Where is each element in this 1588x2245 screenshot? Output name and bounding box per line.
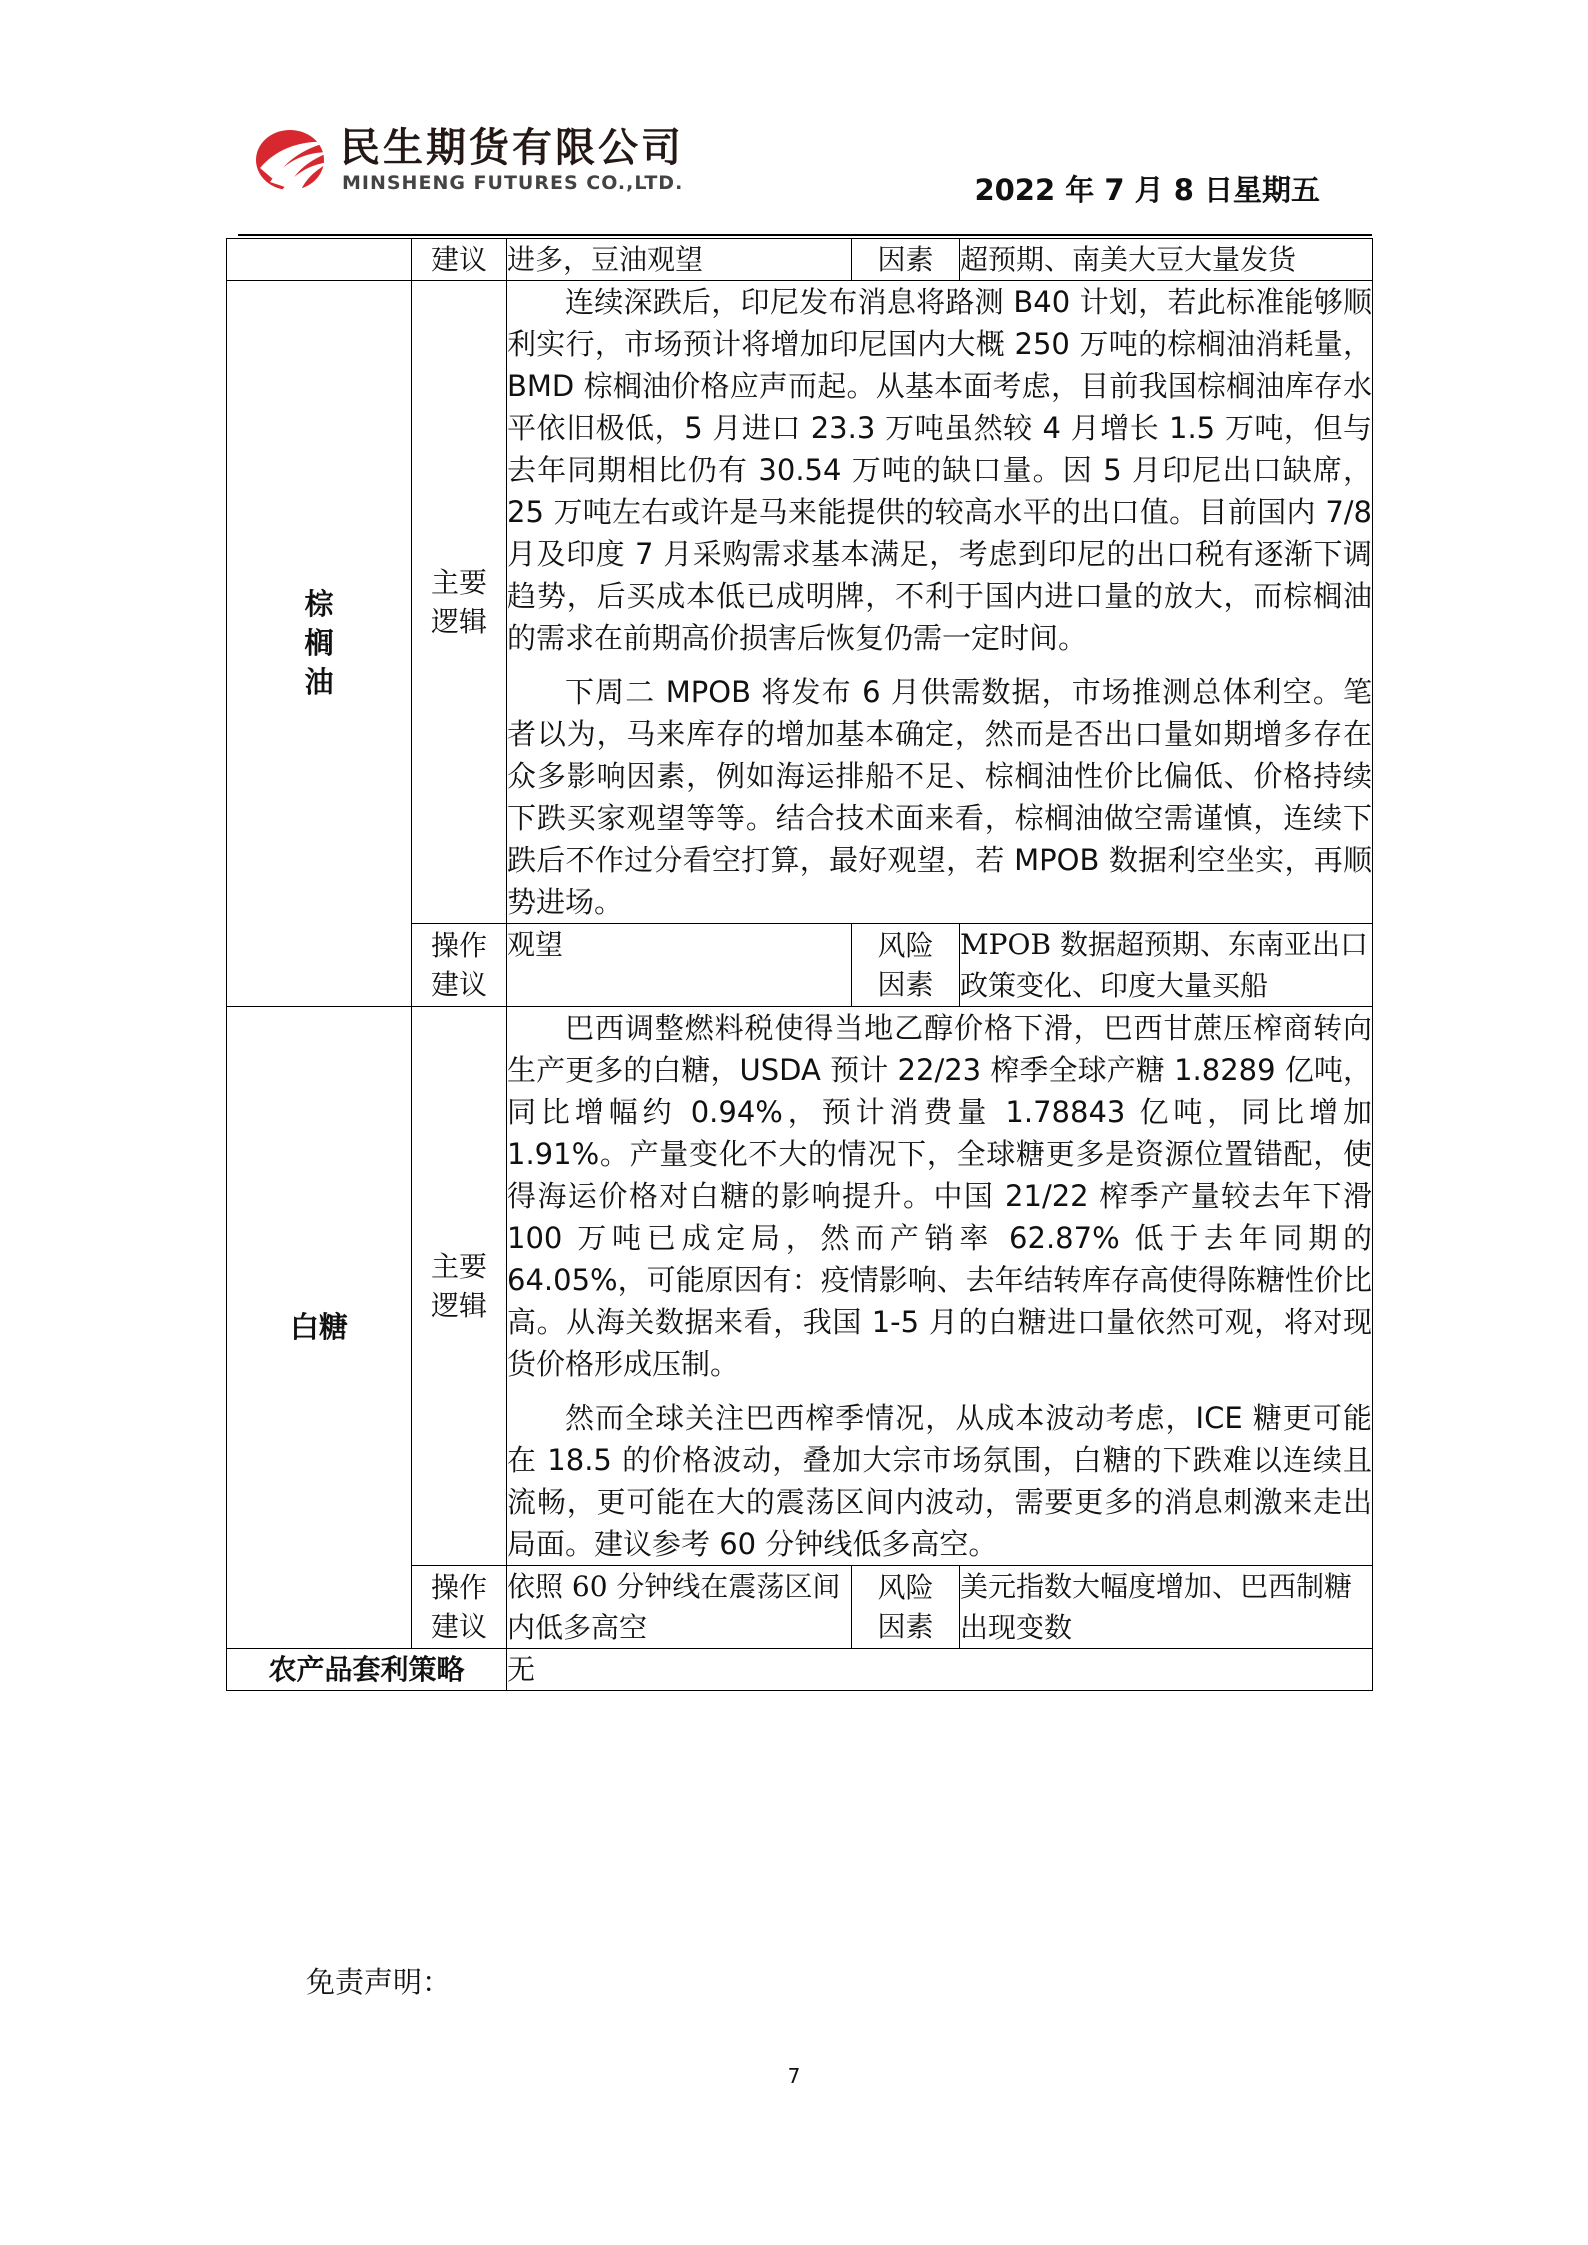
palm-risk-label: 风险因素	[877, 928, 934, 1001]
minsheng-logo-icon	[252, 118, 332, 198]
sugar-name: 白糖	[289, 1310, 348, 1344]
palm-logic-label-cell	[412, 281, 507, 924]
palm-risk-value: MPOB 数据超预期、东南亚出口政策变化、印度大量买船	[960, 924, 1373, 1007]
arbitrage-label: 农产品套利策略	[227, 1649, 507, 1691]
report-date: 2022 年 7 月 8 日星期五	[974, 173, 1320, 207]
sugar-op-value: 依照 60 分钟线在震荡区间内低多高空	[507, 1566, 852, 1649]
palm-oil-name-cell	[227, 281, 412, 1007]
palm-oil-name: 棕榈油	[304, 586, 334, 699]
table-row	[227, 1649, 1373, 1691]
sugar-op-label-cell	[412, 1566, 507, 1649]
sugar-name-cell	[227, 1007, 412, 1649]
sugar-risk-value: 美元指数大幅度增加、巴西制糖出现变数	[960, 1566, 1373, 1649]
palm-logic-paragraph-1: 连续深跌后，印尼发布消息将路测 B40 计划，若此标准能够顺利实行，市场预计将增加印尼国内大概 250 万吨的棕榈油消耗量，BMD 棕榈油价格应声而起。从基本面考虑，目前我国棕榈油库存水平依旧极低，5 月进口 23.3 万吨虽然较 4 月增长 1.5 万吨，但与去年同期相比仍有 30.54 万吨的缺口量。因 5 月印尼出口缺席，25 万吨左右或许是马来能提供的较高水平的出口值。目前国内 7/8 月及印度 7 月采购需求基本满足，考虑到印尼的出口税有逐渐下调趋势，后买成本低已成明牌，不利于国内进口量的放大，而棕榈油的需求在前期高价损害后恢复仍需一定时间。	[507, 285, 1372, 655]
sugar-logic-paragraph-2: 然而全球关注巴西榨季情况，从成本波动考虑，ICE 糖更可能在 18.5 的价格波动，叠加大宗市场氛围，白糖的下跌难以连续且流畅，更可能在大的震荡区间内波动，需要更多的消息刺激来走出局面。建议参考 60 分钟线低多高空。	[507, 1401, 1372, 1561]
factor-label: 因素	[852, 239, 960, 281]
advice-label: 建议	[412, 239, 507, 281]
strategy-table	[226, 238, 1373, 1691]
table-row	[227, 1007, 1373, 1566]
sugar-risk-label: 风险因素	[877, 1570, 934, 1643]
palm-logic-label: 主要逻辑	[430, 565, 487, 638]
table-row	[227, 281, 1373, 924]
company-name-cn: 民生期货有限公司	[340, 125, 684, 171]
sugar-op-label: 操作建议	[430, 1570, 487, 1643]
palm-op-value: 观望	[507, 924, 852, 1007]
company-name-en: MINSHENG FUTURES CO.,LTD.	[342, 172, 684, 194]
arbitrage-value: 无	[507, 1649, 1373, 1691]
sugar-logic-label-cell	[412, 1007, 507, 1566]
sugar-logic-paragraph-1: 巴西调整燃料税使得当地乙醇价格下滑，巴西甘蔗压榨商转向生产更多的白糖，USDA 预计 22/23 榨季全球产糖 1.8289 亿吨，同比增幅约 0.94%，预计消费量 1.78843 亿吨，同比增加 1.91%。产量变化不大的情况下，全球糖更多是资源位置错配，使得海运价格对白糖的影响提升。中国 21/22 榨季产量较去年下滑 100 万吨已成定局，然而产销率 62.87% 低于去年同期的 64.05%，可能原因有：疫情影响、去年结转库存高使得陈糖性价比高。从海关数据来看，我国 1-5 月的白糖进口量依然可观，将对现货价格形成压制。	[507, 1011, 1372, 1381]
disclaimer-heading: 免责声明：	[306, 1965, 452, 1999]
advice-value: 进多，豆油观望	[507, 239, 852, 281]
sugar-logic-text	[507, 1007, 1373, 1566]
palm-risk-label-cell	[852, 924, 960, 1007]
header-rule	[238, 234, 1372, 236]
sugar-logic-label: 主要逻辑	[430, 1249, 487, 1322]
page-number: 7	[787, 2064, 801, 2088]
palm-logic-paragraph-2: 下周二 MPOB 将发布 6 月供需数据，市场推测总体利空。笔者以为，马来库存的增加基本确定，然而是否出口量如期增多存在众多影响因素，例如海运排船不足、棕榈油性价比偏低、价格持续下跌买家观望等等。结合技术面来看，棕榈油做空需谨慎，连续下跌后不作过分看空打算，最好观望，若 MPOB 数据利空坐实，再顺势进场。	[507, 675, 1372, 919]
palm-logic-text	[507, 281, 1373, 924]
sugar-risk-label-cell	[852, 1566, 960, 1649]
page-header	[0, 0, 1588, 240]
empty-cell	[227, 239, 412, 281]
factor-value: 超预期、南美大豆大量发货	[960, 239, 1373, 281]
palm-op-label: 操作建议	[430, 928, 487, 1001]
palm-op-label-cell	[412, 924, 507, 1007]
table-row	[227, 239, 1373, 281]
company-logo	[252, 112, 772, 202]
